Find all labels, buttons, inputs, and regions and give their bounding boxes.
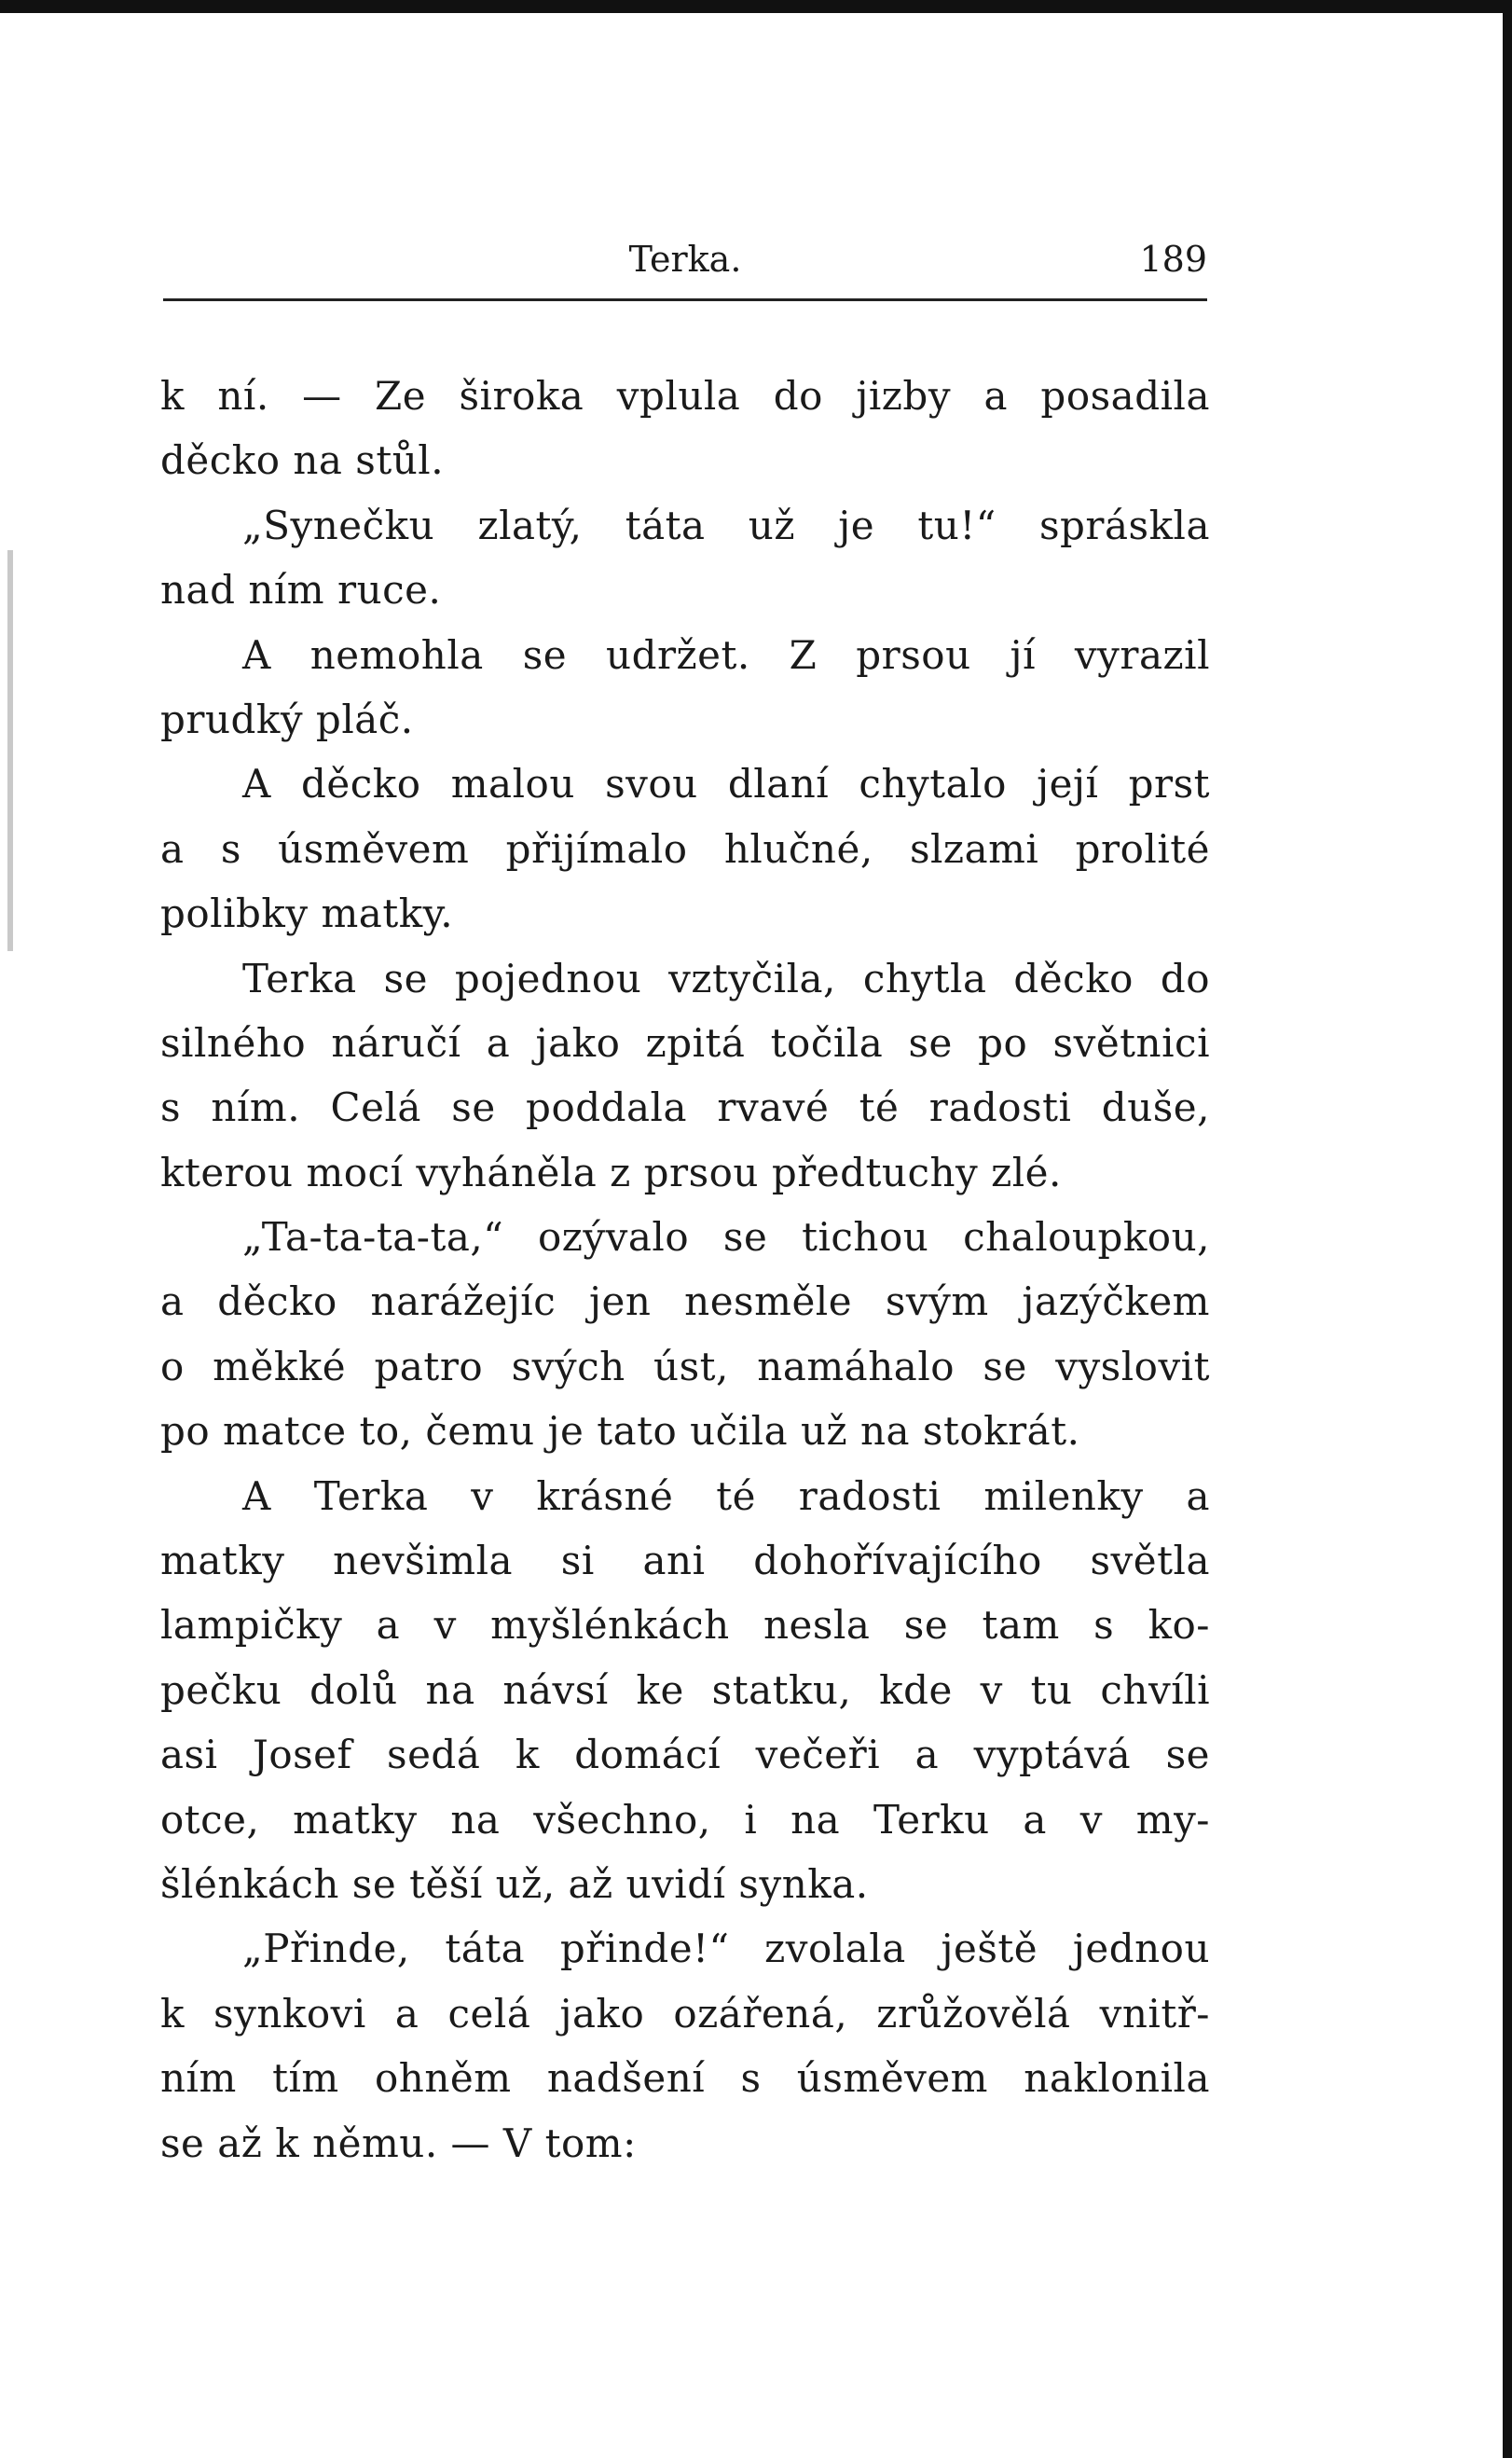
text-line: ním tím ohněm nadšení s úsměvem naklonila — [160, 2055, 1210, 2102]
text-line: šlénkách se těší už, až uvidí synka. — [160, 1860, 869, 1907]
text-line: s ním. Celá se poddala rvavé té radosti duše, — [160, 1084, 1210, 1131]
text-line: Terka se pojednou vztyčila, chytla děcko do — [242, 955, 1210, 1001]
text-line: k synkovi a celá jako ozářená, zrůžovělá vnitř- — [160, 1990, 1210, 2037]
text-line: o měkké patro svých úst, namáhalo se vyslovit — [160, 1343, 1210, 1389]
text-line: „Ta-ta-ta-ta,“ ozývalo se tichou chaloupkou, — [242, 1214, 1210, 1261]
body-text — [160, 364, 1210, 2175]
text-line: lampičky a v myšlénkách nesla se tam s ko- — [160, 1602, 1210, 1649]
text-line: A nemohla se udržet. Z prsou jí vyrazil — [242, 631, 1210, 678]
text-line: děcko na stůl. — [160, 437, 445, 484]
text-line: kterou mocí vyháněla z prsou předtuchy zlé. — [160, 1149, 1062, 1195]
text-line: a děcko narážejíc jen nesměle svým jazýčkem — [160, 1278, 1210, 1325]
text-line: prudký pláč. — [160, 696, 414, 742]
text-line: k ní. — Ze široka vplula do jizby a posadila — [160, 373, 1210, 419]
text-line: po matce to, čemu je tato učila už na stokrát. — [160, 1408, 1080, 1455]
page-number: 189 — [1139, 239, 1207, 280]
text-line: A Terka v krásné té radosti milenky a — [242, 1472, 1210, 1519]
text-line: polibky matky. — [160, 891, 454, 937]
text-line: silného náručí a jako zpitá točila se po světnici — [160, 1019, 1210, 1066]
text-line: a s úsměvem přijímalo hlučné, slzami prolité — [160, 825, 1210, 872]
text-line: matky nevšimla si ani dohořívajícího světla — [160, 1538, 1210, 1584]
text-line: nad ním ruce. — [160, 567, 442, 614]
running-title: Terka. — [628, 239, 742, 280]
text-line: „Přinde, táta přinde!“ zvolala ještě jednou — [242, 1926, 1210, 1972]
text-line: otce, matky na všechno, i na Terku a v my- — [160, 1796, 1210, 1843]
text-line: se až k němu. — V tom: — [160, 2120, 637, 2166]
text-line: asi Josef sedá k domácí večeři a vyptává se — [160, 1732, 1210, 1778]
text-line: A děcko malou svou dlaní chytalo její prst — [242, 761, 1210, 808]
text-line: pečku dolů na návsí ke statku, kde v tu chvíli — [160, 1666, 1210, 1713]
text-line: „Synečku zlatý, táta už je tu!“ spráskla — [242, 502, 1210, 548]
header-rule — [163, 298, 1207, 301]
running-head — [163, 233, 1207, 285]
